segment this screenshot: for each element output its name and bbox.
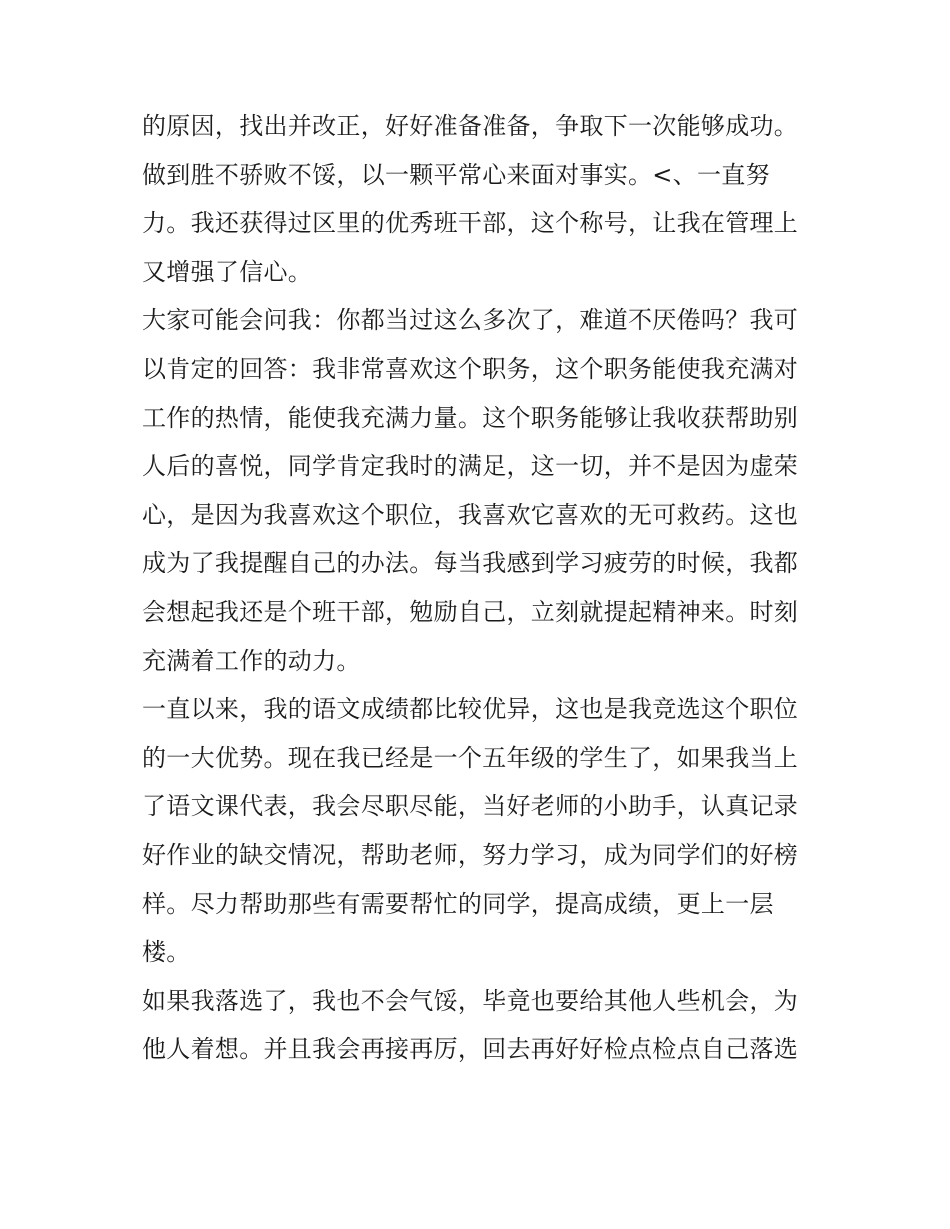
text-line-19: 如果我落选了，我也不会气馁，毕竟也要给其他人些机会，为 — [142, 986, 799, 1015]
text-line-5: 大家可能会问我：你都当过这么多次了，难道不厌倦吗？我可 — [142, 306, 799, 335]
text-line-4: 又增强了信心。 — [142, 257, 313, 286]
text-line-11: 会想起我还是个班干部，勉励自己，立刻就提起精神来。时刻 — [142, 597, 799, 626]
text-line-20: 他人着想。并且我会再接再厉，回去再好好检点检点自己落选 — [142, 1035, 799, 1064]
text-line-2: 做到胜不骄败不馁，以一颗平常心来面对事实。<、一直努 — [142, 160, 770, 189]
text-line-12: 充满着工作的动力。 — [142, 646, 361, 675]
text-line-1: 的原因，找出并改正，好好准备准备，争取下一次能够成功。 — [142, 112, 799, 140]
text-line-13: 一直以来，我的语文成绩都比较优异，这也是我竞选这个职位 — [142, 695, 799, 724]
text-line-15: 了语文课代表，我会尽职尽能，当好老师的小助手，认真记录 — [142, 792, 799, 821]
text-line-6: 以肯定的回答：我非常喜欢这个职务，这个职务能使我充满对 — [142, 354, 799, 383]
text-line-8: 人后的喜悦，同学肯定我时的满足，这一切，并不是因为虚荣 — [142, 452, 799, 481]
text-line-16: 好作业的缺交情况，帮助老师，努力学习，成为同学们的好榜 — [142, 840, 799, 869]
text-line-9: 心，是因为我喜欢这个职位，我喜欢它喜欢的无可救药。这也 — [142, 500, 799, 529]
text-line-3: 力。我还获得过区里的优秀班干部，这个称号，让我在管理上 — [142, 209, 799, 238]
text-line-17: 样。尽力帮助那些有需要帮忙的同学，提高成绩，更上一层 — [142, 889, 774, 918]
document-body — [142, 102, 822, 1074]
text-line-18: 楼。 — [142, 938, 191, 967]
text-line-7: 工作的热情，能使我充满力量。这个职务能够让我收获帮助别 — [142, 403, 799, 432]
text-line-14: 的一大优势。现在我已经是一个五年级的学生了，如果我当上 — [142, 743, 799, 772]
text-line-10: 成为了我提醒自己的办法。每当我感到学习疲劳的时候，我都 — [142, 549, 799, 578]
